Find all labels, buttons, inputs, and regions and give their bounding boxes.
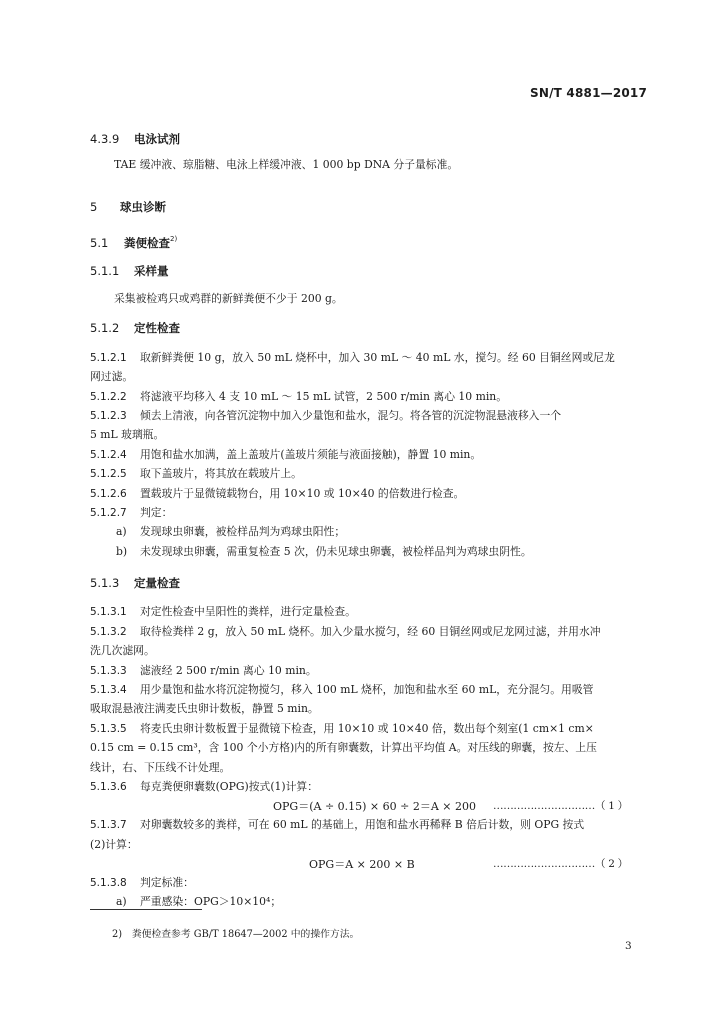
clause-text: 用饱和盐水加满，盖上盖玻片(盖玻片须能与液面接触)，静置 10 min。 bbox=[140, 448, 482, 461]
list-label: a) bbox=[116, 895, 127, 908]
list-item-negative bbox=[116, 544, 532, 559]
equation-1: OPG＝(A ÷ 0.15) × 60 ÷ 2＝A × 200 bbox=[273, 800, 477, 813]
clause-text: 置载玻片于显微镜载物台，用 10×10 或 10×40 的倍数进行检查。 bbox=[140, 487, 465, 500]
clause-text: 判定标准： bbox=[140, 876, 194, 889]
equation-2-number: …………………………（ 2 ） bbox=[493, 858, 628, 870]
clause-continuation: 网过滤。 bbox=[90, 370, 134, 383]
section-title: 粪便检查 bbox=[124, 236, 170, 250]
list-label: b) bbox=[116, 545, 128, 558]
clause-text: 滤液经 2 500 r/min 离心 10 min。 bbox=[140, 664, 317, 677]
list-text: 未发现球虫卵囊，需重复检查 5 次，仍未见球虫卵囊，被检样品判为鸡球虫阴性。 bbox=[140, 545, 532, 558]
clause-text: 取下盖玻片，将其放在载玻片上。 bbox=[140, 467, 302, 480]
clause-5-1-2-6 bbox=[90, 486, 464, 501]
clause-5-1-2-1 bbox=[90, 350, 615, 365]
equation-1-number: …………………………（ 1 ） bbox=[493, 800, 628, 812]
clause-number: 5.1.2.6 bbox=[90, 488, 127, 500]
clause-text: 对定性检查中呈阳性的粪样，进行定量检查。 bbox=[140, 605, 356, 618]
paragraph-sample-amount: 采集被检鸡只或鸡群的新鲜粪便不少于 200 g。 bbox=[114, 292, 343, 305]
section-number: 5.1 bbox=[90, 236, 109, 250]
clause-number: 5.1.2.5 bbox=[90, 468, 127, 480]
clause-number: 5.1.3.6 bbox=[90, 781, 127, 793]
clause-continuation: (2)计算： bbox=[90, 838, 138, 851]
section-heading-5-1 bbox=[90, 235, 177, 251]
clause-continuation: 5 mL 玻璃瓶。 bbox=[90, 428, 165, 441]
section-number: 5 bbox=[90, 200, 98, 214]
clause-continuation: 洗几次滤网。 bbox=[90, 644, 155, 657]
section-title: 采样量 bbox=[134, 264, 169, 278]
clause-number: 5.1.3.2 bbox=[90, 626, 127, 638]
clause-5-1-2-7 bbox=[90, 505, 172, 520]
clause-5-1-2-3 bbox=[90, 408, 561, 423]
list-text: 严重感染：OPG＞10×10⁴； bbox=[140, 895, 282, 908]
clause-number: 5.1.2.7 bbox=[90, 507, 127, 519]
section-number: 5.1.3 bbox=[90, 576, 120, 590]
document-id: SN/T 4881—2017 bbox=[530, 86, 648, 100]
clause-5-1-3-4 bbox=[90, 682, 593, 697]
section-number: 5.1.1 bbox=[90, 264, 120, 278]
footnote-divider bbox=[90, 909, 202, 910]
section-number: 5.1.2 bbox=[90, 321, 120, 335]
clause-number: 5.1.3.3 bbox=[90, 665, 127, 677]
clause-text: 将滤液平均移入 4 支 10 mL ～ 15 mL 试管，2 500 r/min 离心 10 min。 bbox=[140, 390, 508, 403]
clause-number: 5.1.2.1 bbox=[90, 352, 127, 364]
clause-number: 5.1.3.7 bbox=[90, 819, 127, 831]
clause-number: 5.1.2.4 bbox=[90, 449, 127, 461]
clause-number: 5.1.2.3 bbox=[90, 410, 127, 422]
footnote: 2) 粪便检查参考 GB/T 18647—2002 中的操作方法。 bbox=[112, 929, 360, 940]
clause-5-1-3-6 bbox=[90, 779, 318, 794]
section-title: 电泳试剂 bbox=[134, 132, 180, 146]
clause-text: 倾去上清液，向各管沉淀物中加入少量饱和盐水，混匀。将各管的沉淀物混悬液移入一个 bbox=[140, 409, 562, 422]
clause-5-1-3-7 bbox=[90, 817, 584, 832]
clause-5-1-2-5 bbox=[90, 466, 302, 481]
clause-number: 5.1.3.5 bbox=[90, 723, 127, 735]
list-item-positive bbox=[116, 524, 345, 539]
section-number: 4.3.9 bbox=[90, 132, 120, 146]
list-text: 发现球虫卵囊，被检样品判为鸡球虫阳性； bbox=[140, 525, 346, 538]
clause-number: 5.1.3.4 bbox=[90, 684, 127, 696]
section-heading-5-1-1 bbox=[90, 263, 169, 279]
list-label: a) bbox=[116, 525, 127, 538]
clause-5-1-3-5 bbox=[90, 721, 594, 736]
page-number: 3 bbox=[625, 940, 632, 952]
clause-5-1-3-2 bbox=[90, 624, 601, 639]
clause-continuation: 线计，右、下压线不计处理。 bbox=[90, 761, 231, 774]
clause-text: 将麦氏虫卵计数板置于显微镜下检查，用 10×10 或 10×40 倍，数出每个刻室(1 cm×1 cm× bbox=[140, 722, 594, 735]
section-title: 球虫诊断 bbox=[120, 200, 166, 214]
section-heading-5-1-3 bbox=[90, 575, 180, 591]
clause-text: 每克粪便卵囊数(OPG)按式(1)计算： bbox=[140, 780, 319, 793]
clause-text: 对卵囊数较多的粪样，可在 60 mL 的基础上，用饱和盐水再稀释 B 倍后计数，则 OPG 按式 bbox=[140, 818, 585, 831]
clause-5-1-2-2 bbox=[90, 389, 507, 404]
clause-number: 5.1.2.2 bbox=[90, 391, 127, 403]
clause-text: 判定： bbox=[140, 506, 173, 519]
list-item-severe-infection bbox=[116, 894, 281, 909]
clause-text: 取新鲜粪便 10 g，放入 50 mL 烧杯中，加入 30 mL ～ 40 mL 水，搅匀。经 60 目铜丝网或尼龙 bbox=[140, 351, 615, 364]
clause-5-1-3-3 bbox=[90, 663, 317, 678]
section-heading-5-1-2 bbox=[90, 320, 180, 336]
clause-number: 5.1.3.8 bbox=[90, 877, 127, 889]
clause-5-1-3-1 bbox=[90, 604, 356, 619]
clause-continuation: 吸取混悬液注满麦氏虫卵计数板，静置 5 min。 bbox=[90, 702, 319, 715]
clause-text: 取待检粪样 2 g，放入 50 mL 烧杯。加入少量水搅匀，经 60 目铜丝网或尼龙网过滤，并用水冲 bbox=[140, 625, 601, 638]
clause-number: 5.1.3.1 bbox=[90, 606, 127, 618]
section-title: 定量检查 bbox=[134, 576, 180, 590]
clause-text: 用少量饱和盐水将沉淀物搅匀，移入 100 mL 烧杯，加饱和盐水至 60 mL，充分混匀。用吸管 bbox=[140, 683, 594, 696]
paragraph-electrophoresis-reagents: TAE 缓冲液、琼脂糖、电泳上样缓冲液、1 000 bp DNA 分子量标准。 bbox=[114, 158, 459, 171]
section-heading-4-3-9 bbox=[90, 131, 180, 147]
clause-5-1-3-8 bbox=[90, 875, 194, 890]
clause-5-1-2-4 bbox=[90, 447, 481, 462]
section-heading-5 bbox=[90, 199, 166, 215]
section-title: 定性检查 bbox=[134, 321, 180, 335]
footnote-marker: 2) bbox=[170, 235, 178, 244]
clause-continuation: 0.15 cm = 0.15 cm³，含 100 个小方格)内的所有卵囊数，计算出平均值 A。对压线的卵囊，按左、上压 bbox=[90, 741, 597, 754]
equation-2: OPG＝A × 200 × B bbox=[309, 858, 415, 871]
